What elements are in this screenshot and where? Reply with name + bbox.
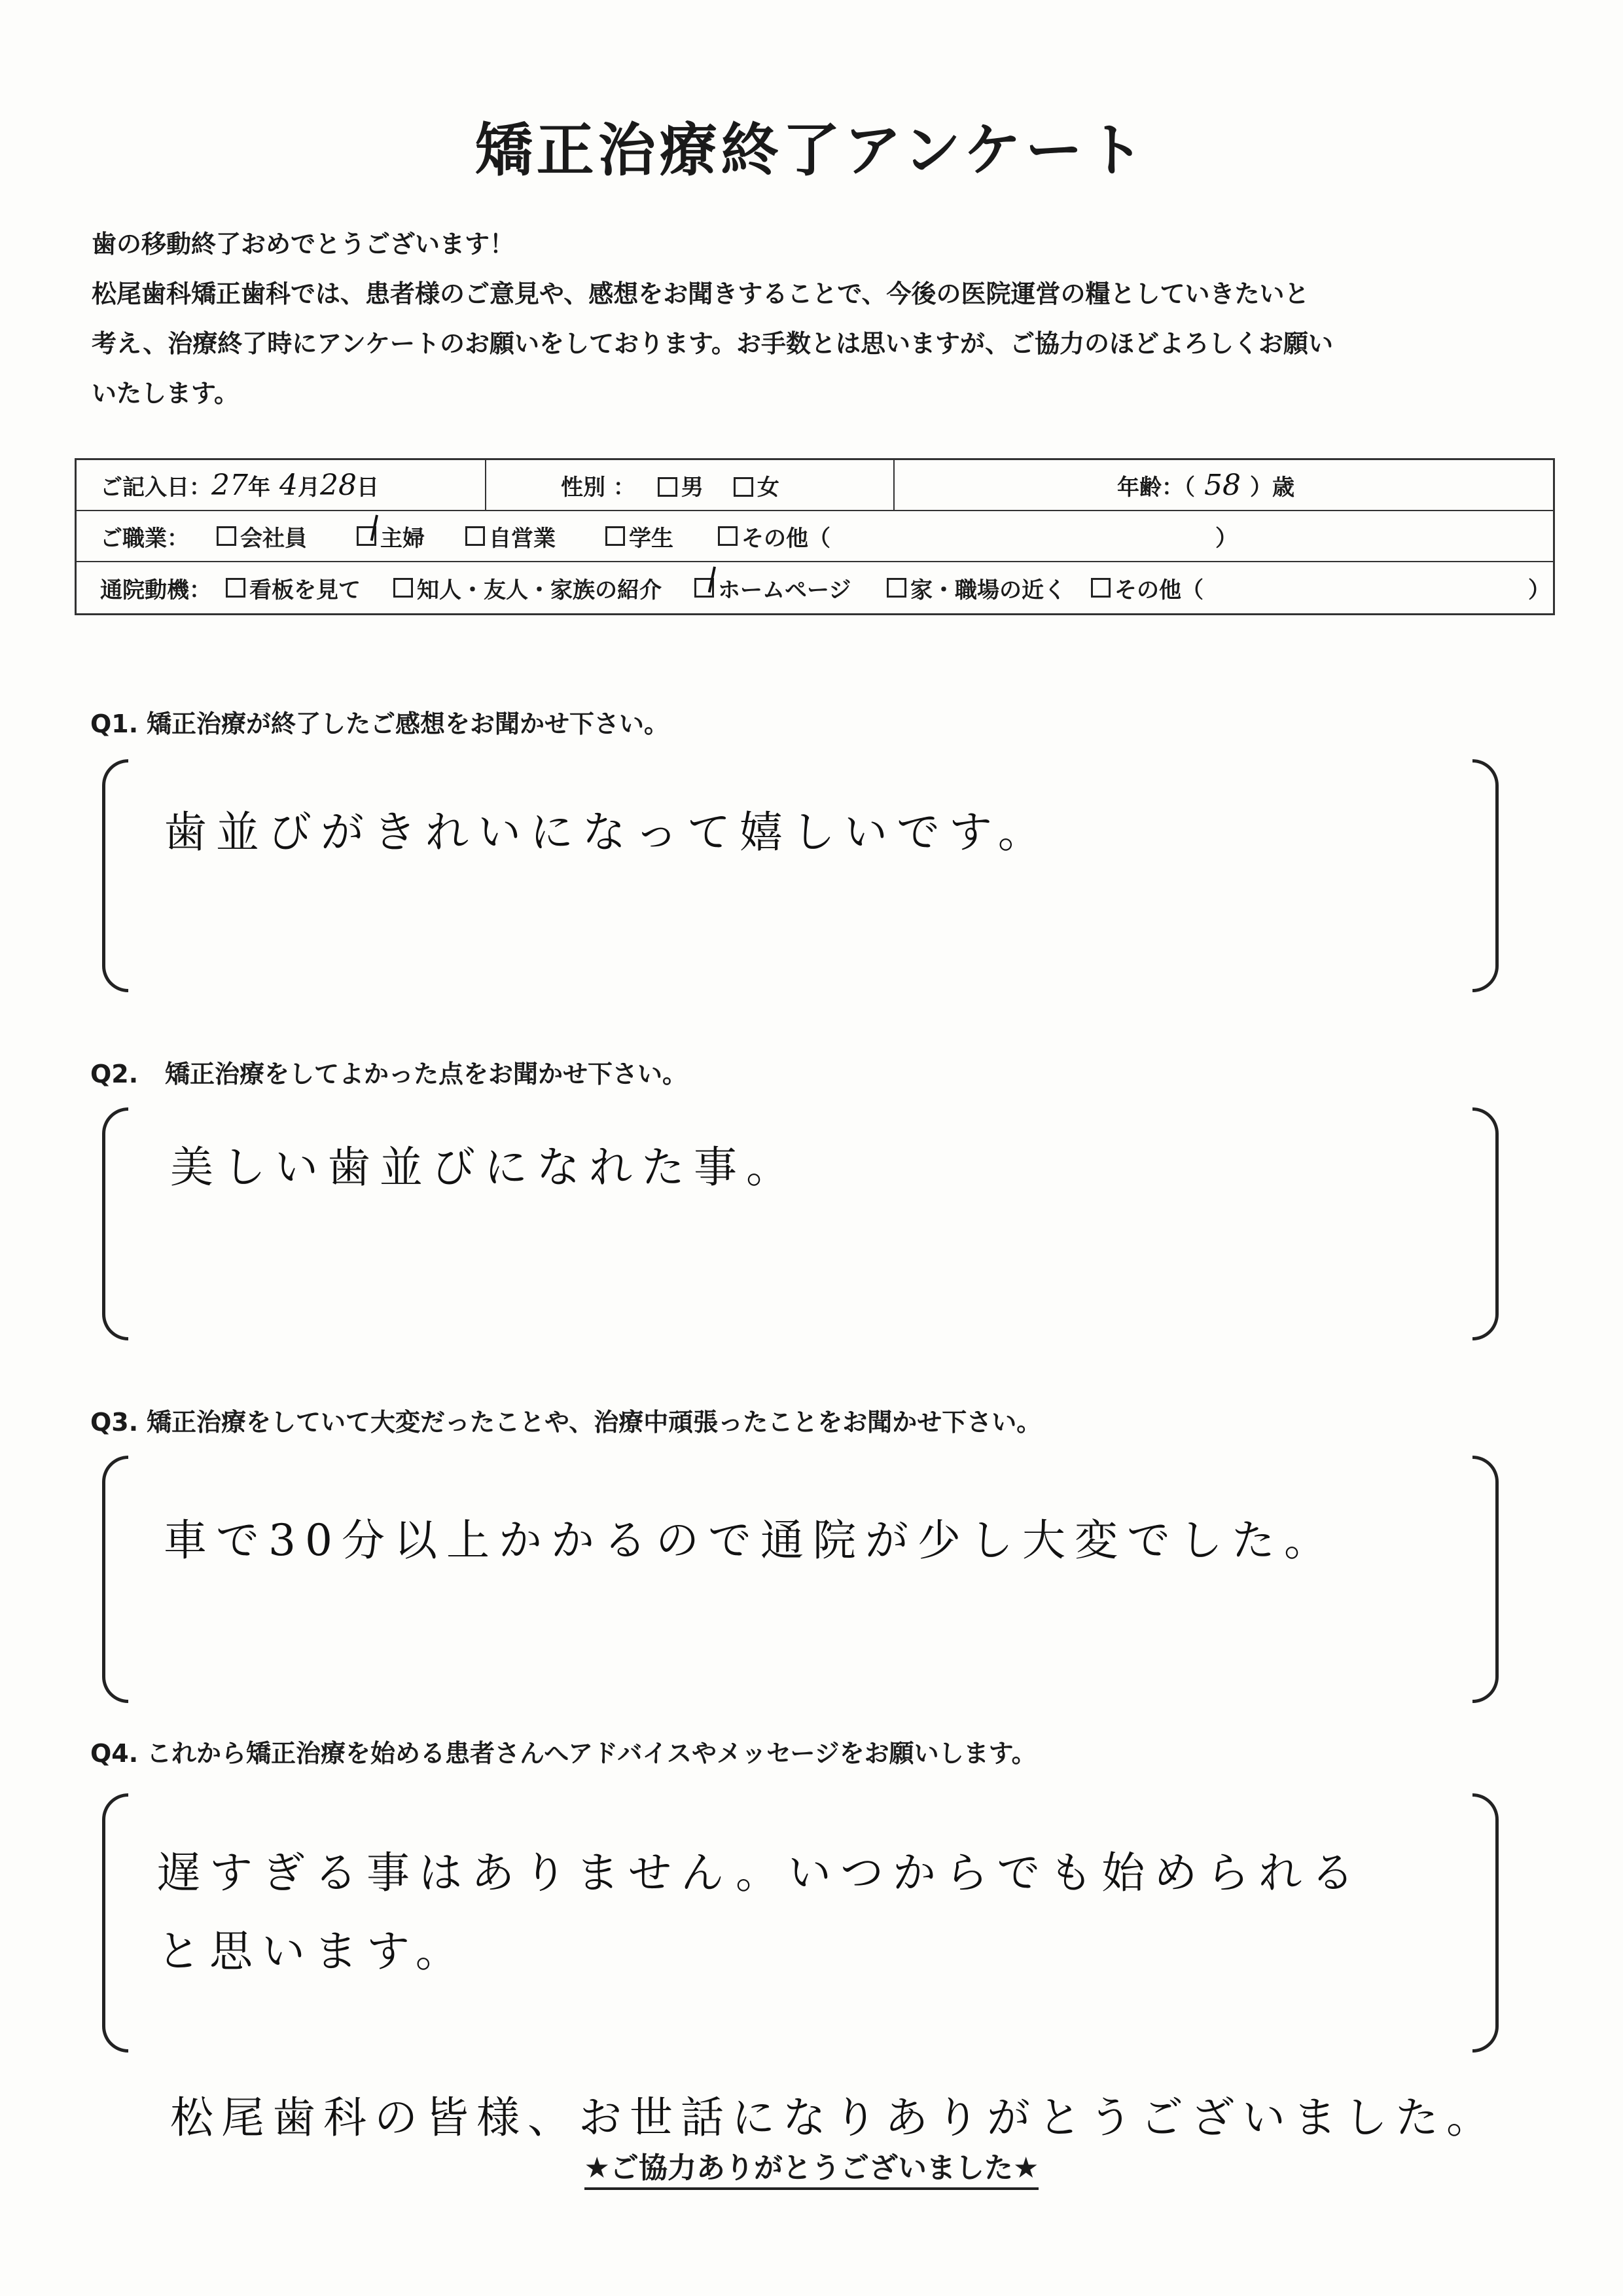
answer-bracket-left [102, 1107, 128, 1340]
intro-text [92, 219, 1518, 418]
answer-bracket-right [1472, 1107, 1499, 1340]
checkbox-male[interactable] [658, 477, 677, 497]
occupation-other-close: ） [1215, 525, 1238, 552]
gender-field [561, 460, 779, 510]
answer-1-text[interactable]: 歯並びがきれいになって嬉しいです。 [164, 807, 1050, 857]
respondent-info-table [75, 458, 1555, 615]
answer-bracket-left [102, 759, 128, 992]
checkbox-student[interactable] [605, 526, 625, 546]
info-row-occupation [77, 511, 1553, 562]
answer-bracket-right [1472, 759, 1499, 992]
thanks-text: ★ご協力ありがとうございました★ [584, 2151, 1039, 2190]
date-year-value: 27 [211, 468, 248, 502]
gender-option-female[interactable]: 女 [734, 469, 779, 501]
gender-label: 性別 ： [561, 474, 635, 501]
question-text: 矯正治療が終了したご感想をお聞かせ下さい。 [147, 709, 669, 738]
motive-option-other[interactable]: その他（ [1091, 562, 1204, 613]
checkbox-self-employed[interactable] [465, 526, 485, 546]
question-2 [90, 1054, 687, 1090]
year-unit: 年 [248, 474, 270, 501]
answer-bracket-left [102, 1793, 128, 2053]
checkbox-referral[interactable] [393, 578, 413, 598]
handwritten-closing-note: 松尾歯科の皆様、お世話になりありがとうございました。 [170, 2092, 1497, 2143]
answer-4-line-1[interactable]: 遅すぎる事はありません。いつからでも始められる [157, 1848, 1364, 1898]
motive-label: 通院動機： [100, 577, 211, 603]
answer-bracket-right [1472, 1456, 1499, 1703]
question-number: Q2. [90, 1060, 139, 1088]
date-label: ご記入日： [100, 474, 211, 501]
intro-line: 松尾歯科矯正歯科では、患者様のご意見や、感想をお聞きすることで、今後の医院運営の糧としていきたいと [92, 279, 1310, 308]
intro-line: いたします。 [92, 379, 239, 408]
answer-4-line-2[interactable]: と思います。 [157, 1926, 468, 1977]
occupation-label: ご職業： [100, 525, 189, 552]
age-label: 年齢：（ [1117, 474, 1195, 501]
checkbox-occupation-other[interactable] [718, 526, 738, 546]
motive-other-close: ） [1528, 577, 1550, 603]
motive-option-signboard[interactable]: 看板を見て [226, 562, 361, 613]
age-suffix: ）歳 [1250, 474, 1294, 501]
question-number: Q4. [90, 1739, 139, 1768]
occupation-option-employee[interactable]: 会社員 [217, 511, 307, 561]
age-value: 58 [1204, 468, 1241, 502]
answer-bracket-left [102, 1456, 128, 1703]
day-unit: 日 [357, 474, 379, 501]
info-row-motive [77, 562, 1553, 613]
occupation-option-student[interactable]: 学生 [605, 511, 673, 561]
age-field[interactable] [1117, 460, 1294, 510]
checkbox-signboard[interactable] [226, 578, 245, 598]
date-field[interactable] [100, 460, 379, 510]
question-text: これから矯正治療を始める患者さんへアドバイスやメッセージをお願いします。 [147, 1739, 1037, 1768]
motive-option-referral[interactable]: 知人・友人・家族の紹介 [393, 562, 662, 613]
motive-option-near-home-work[interactable]: 家・職場の近く [887, 562, 1066, 613]
question-3 [90, 1402, 1041, 1438]
checkbox-motive-other[interactable] [1091, 578, 1111, 598]
answer-3-text[interactable]: 車で30分以上かかるので通院が少し大変でした。 [164, 1515, 1336, 1566]
checkbox-homepage-checked[interactable] [694, 578, 714, 598]
question-text: 矯正治療をしてよかった点をお聞かせ下さい。 [165, 1060, 688, 1088]
thanks-footer [0, 2144, 1623, 2186]
checkbox-near-home-work[interactable] [887, 578, 906, 598]
motive-option-homepage[interactable]: ホームページ [694, 562, 851, 613]
question-number: Q1. [90, 709, 139, 738]
occupation-option-homemaker[interactable]: 主婦 [357, 511, 425, 561]
question-1 [90, 704, 669, 740]
month-unit: 月 [298, 474, 320, 501]
checkbox-female[interactable] [734, 477, 753, 497]
intro-line: 考え、治療終了時にアンケートのお願いをしております。お手数とは思いますが、ご協力のほどよろしくお願い [92, 329, 1333, 358]
question-number: Q3. [90, 1408, 139, 1437]
date-day-value: 28 [320, 468, 357, 502]
occupation-option-self-employed[interactable]: 自営業 [465, 511, 556, 561]
date-month-value: 4 [279, 468, 298, 502]
answer-2-text[interactable]: 美しい歯並びになれた事。 [170, 1142, 798, 1193]
checkbox-homemaker-checked[interactable] [357, 526, 376, 546]
info-row-date-gender-age [77, 460, 1553, 511]
question-4 [90, 1733, 1037, 1769]
checkbox-employee[interactable] [217, 526, 236, 546]
intro-line: 歯の移動終了おめでとうございます！ [92, 230, 515, 259]
gender-option-male[interactable]: 男 [658, 469, 704, 501]
question-text: 矯正治療をしていて大変だったことや、治療中頑張ったことをお聞かせ下さい。 [147, 1408, 1042, 1437]
page-title: 矯正治療終了アンケート [474, 117, 1149, 184]
occupation-option-other[interactable]: その他（ [718, 511, 830, 561]
answer-bracket-right [1472, 1793, 1499, 2053]
